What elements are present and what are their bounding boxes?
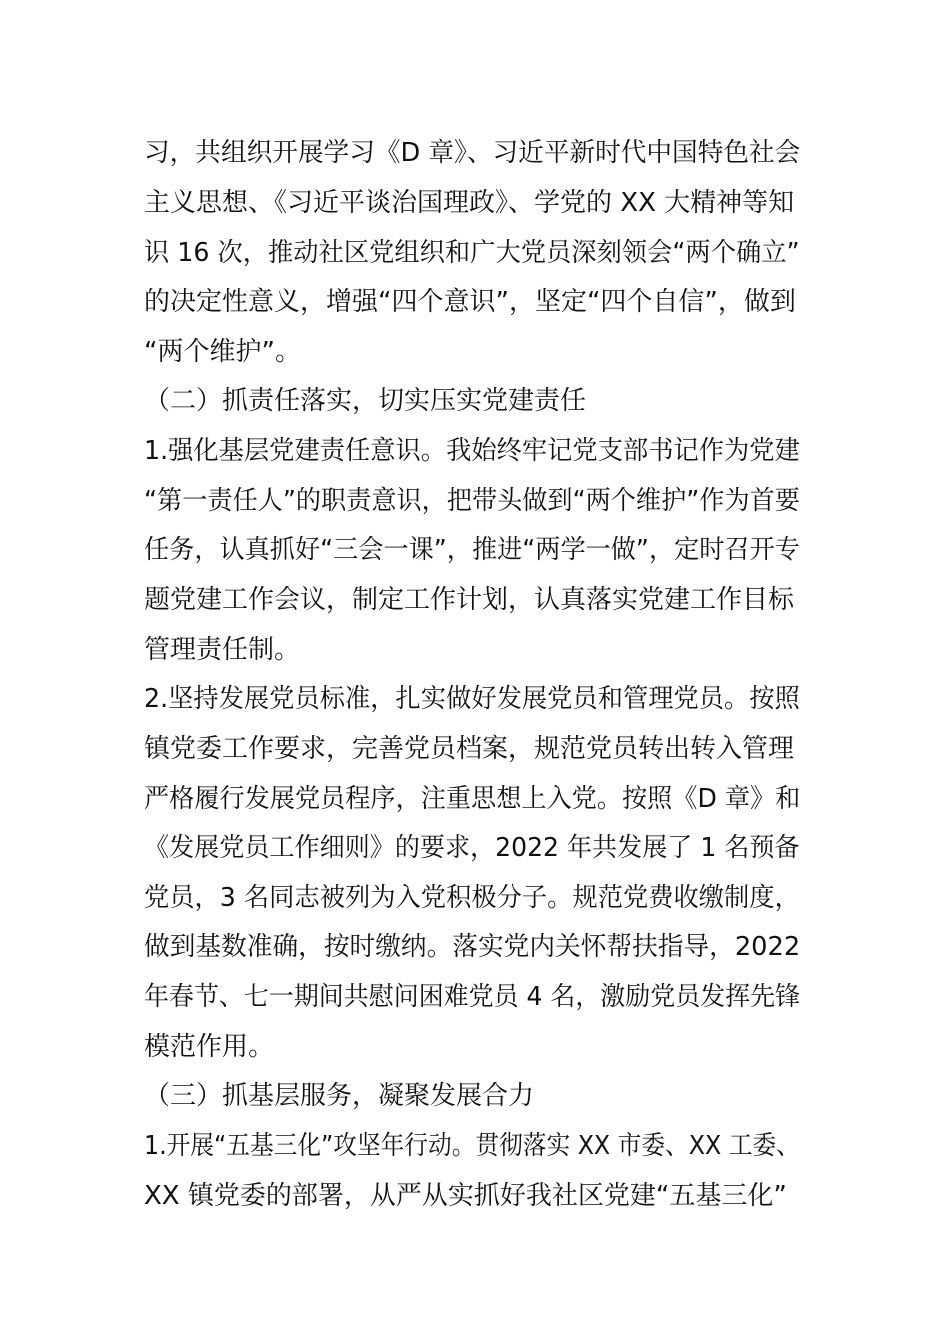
body-text-line: “第一责任人”的职责意识，把带头做到“两个维护”作为首要: [144, 486, 800, 516]
body-text-line: 任务，认真抓好“三会一课”，推进“两学一做”，定时召开专: [144, 535, 800, 565]
section-heading: （二）抓责任落实，切实压实党建责任: [144, 386, 587, 416]
body-text-line: “两个维护”。: [144, 337, 301, 367]
body-text-line: 模范作用。: [144, 1032, 275, 1062]
body-text-line: 2.坚持发展党员标准，扎实做好发展党员和管理党员。按照: [144, 684, 800, 714]
body-text-line: 1.开展“五基三化”攻坚年行动。贯彻落实 XX 市委、XX 工委、: [144, 1131, 800, 1161]
body-text-line: 做到基数准确，按时缴纳。落实党内关怀帮扶指导，2022: [144, 932, 801, 962]
body-text-line: 镇党委工作要求，完善党员档案，规范党员转出转入管理: [144, 734, 795, 764]
section-heading: （三）抓基层服务，凝聚发展合力: [144, 1081, 535, 1111]
body-text-line: 年春节、七一期间共慰问困难党员 4 名，激励党员发挥先锋: [144, 982, 801, 1012]
body-text-line: 的决定性意义，增强“四个意识”，坚定“四个自信”，做到: [144, 287, 796, 317]
body-text-line: 管理责任制。: [144, 635, 301, 665]
body-text-line: 习，共组织开展学习《D 章》、习近平新时代中国特色社会: [144, 138, 801, 168]
body-text-line: 题党建工作会议，制定工作计划，认真落实党建工作目标: [144, 585, 795, 615]
body-text-line: 识 16 次，推动社区党组织和广大党员深刻领会“两个确立”: [144, 238, 800, 268]
body-text-line: XX 镇党委的部署，从严从实抓好我社区党建“五基三化”: [144, 1181, 787, 1211]
body-text-line: 《发展党员工作细则》的要求，2022 年共发展了 1 名预备: [144, 833, 800, 863]
body-text-line: 严格履行发展党员程序，注重思想上入党。按照《D 章》和: [144, 784, 801, 814]
body-text-line: 主义思想、《习近平谈治国理政》、学党的 XX 大精神等知: [144, 188, 795, 218]
body-text-line: 1.强化基层党建责任意识。我始终牢记党支部书记作为党建: [144, 436, 800, 466]
body-text-line: 党员，3 名同志被列为入党积极分子。规范党费收缴制度，: [144, 883, 800, 913]
